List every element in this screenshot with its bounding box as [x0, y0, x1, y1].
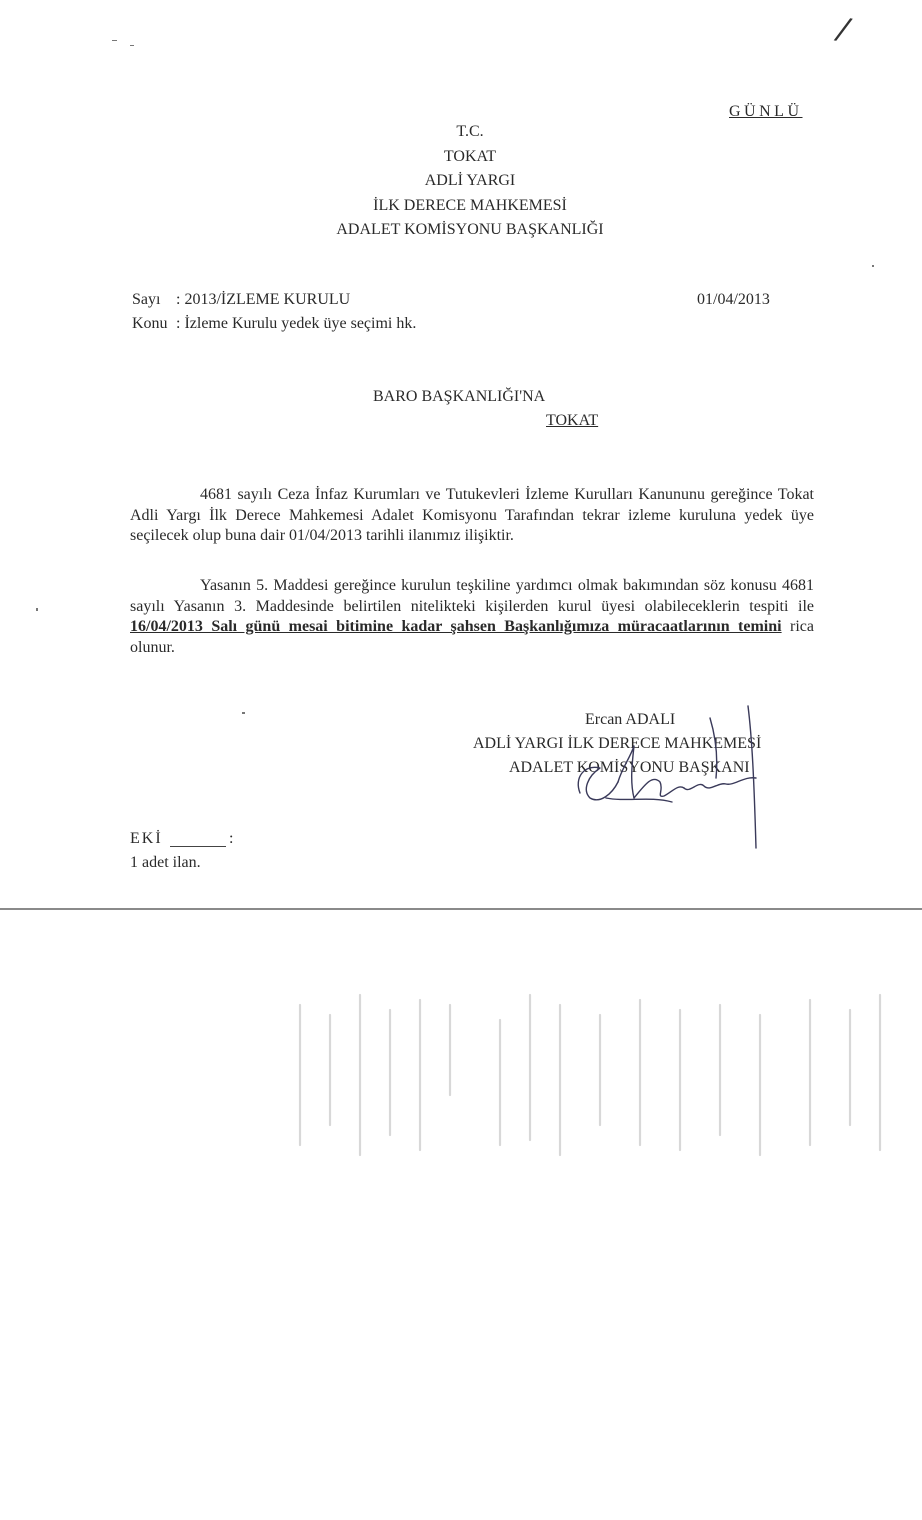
scan-speck [112, 40, 117, 41]
handwritten-page-mark: / [835, 11, 852, 48]
letterhead-line-2: TOKAT [443, 147, 497, 165]
scan-speck [130, 45, 134, 46]
attachments-colon: : [229, 830, 234, 847]
letterhead-line-3: ADLİ YARGI [424, 172, 516, 189]
attachment-item: 1 adet ilan. [130, 854, 201, 871]
scan-speck [242, 712, 245, 714]
attachments-underline [170, 846, 226, 847]
body-paragraph-1-text: 4681 sayılı Ceza İnfaz Kurumları ve Tutukevleri İzleme Kurulları Kanununu gereğince Tokat Adli Yargı İlk Derece Mahkemesi Adalet Komisyonu Tarafından tekrar izleme kuruluna yedek üye seçilecek olup buna dair 01/04/2013 tarihli ilanımız ilişiktir. [130, 486, 814, 544]
sayi-label: Sayı [132, 291, 161, 308]
body-paragraph-2 [130, 576, 814, 658]
scan-speck [36, 608, 38, 611]
sayi-value: : 2013/İZLEME KURULU [176, 291, 351, 308]
priority-stamp: GÜNLÜ [729, 103, 803, 120]
letterhead [300, 120, 640, 243]
scan-bleed-through [140, 975, 900, 1165]
letterhead-line-1: T.C. [456, 123, 484, 140]
attachments-label: EKİ [130, 830, 163, 847]
signatory-name: Ercan ADALI [585, 711, 676, 728]
recipient-line-2: TOKAT [546, 412, 599, 429]
handwritten-signature [560, 698, 780, 858]
konu-label: Konu [132, 315, 168, 332]
body-paragraph-1 [130, 485, 814, 547]
letterhead-line-5: ADALET KOMİSYONU BAŞKANLIĞI [336, 221, 604, 238]
body-paragraph-2-start: Yasanın 5. Maddesi gereğince kurulun teşkiline yardımcı olmak bakımından söz konusu 4681 sayılı Yasanın 3. Maddesinde belirtilen nitelikteki kişilerden kurul üyesi olabileceklerin tespiti ile [130, 577, 814, 615]
deadline-emphasis: 16/04/2013 Salı günü mesai bitimine kadar şahsen Başkanlığımıza müracaatlarının temini [130, 618, 782, 635]
scan-fold-line [0, 908, 922, 910]
signatory-title-2: ADALET KOMİSYONU BAŞKANI [509, 759, 750, 776]
body-paragraph-2-end: rica olunur. [130, 618, 814, 656]
scan-speck [872, 265, 874, 267]
recipient-line-1: BARO BAŞKANLIĞI'NA [373, 388, 546, 405]
document-date: 01/04/2013 [697, 291, 770, 308]
konu-value: : İzleme Kurulu yedek üye seçimi hk. [176, 315, 417, 332]
signatory-title-1: ADLİ YARGI İLK DERECE MAHKEMESİ [473, 735, 762, 752]
letterhead-line-4: İLK DERECE MAHKEMESİ [373, 196, 567, 214]
